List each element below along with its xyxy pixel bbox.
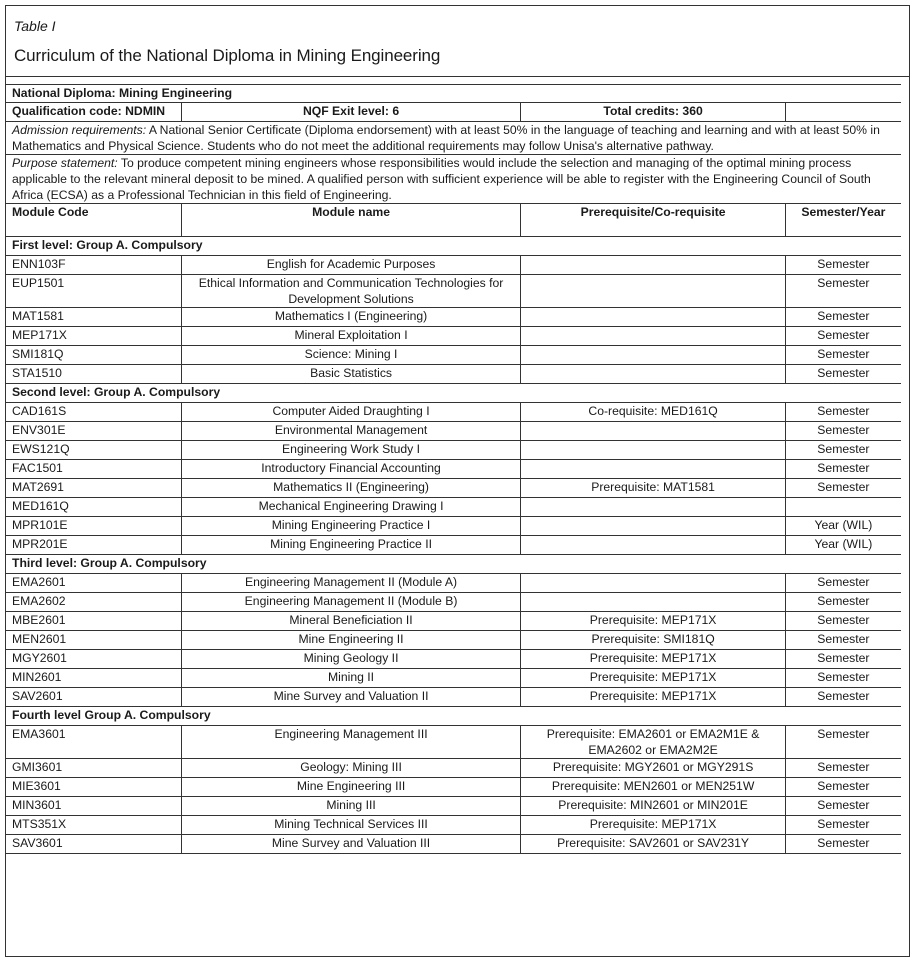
level-group-title: Third level: Group A. Compulsory <box>6 555 901 574</box>
nqf-exit-level: NQF Exit level: 6 <box>181 103 521 122</box>
module-row <box>6 835 901 854</box>
module-row <box>6 256 901 275</box>
module-term: Semester <box>785 346 901 365</box>
module-requisite: Prerequisite: MIN2601 or MIN201E <box>521 797 785 816</box>
module-row <box>6 759 901 778</box>
purpose-text: To produce competent mining engineers whose responsibilities would include the selection and managing of the optimal mining process applicable to the relevant mineral deposit to be mined. A qualified person with sufficient experience will be able to register with the Engineering Council of South Africa (ECSA) as a Professional Technician in this field of Engineering. <box>12 156 871 202</box>
module-requisite <box>521 422 785 441</box>
module-term: Semester <box>785 669 901 688</box>
module-row <box>6 403 901 422</box>
module-row <box>6 726 901 759</box>
module-requisite <box>521 256 785 275</box>
module-requisite <box>521 574 785 593</box>
qualification-name: National Diploma: Mining Engineering <box>6 85 901 103</box>
module-row <box>6 797 901 816</box>
column-header-row <box>6 204 901 237</box>
module-code: SAV2601 <box>6 688 181 707</box>
table-title: Curriculum of the National Diploma in Mining Engineering <box>14 46 441 65</box>
module-code: SAV3601 <box>6 835 181 854</box>
module-name: Science: Mining I <box>181 346 521 365</box>
module-row <box>6 365 901 384</box>
module-name: Mine Engineering III <box>181 778 521 797</box>
module-row <box>6 327 901 346</box>
module-term: Semester <box>785 422 901 441</box>
module-requisite <box>521 517 785 536</box>
module-code: ENN103F <box>6 256 181 275</box>
admission-requirements <box>6 122 901 155</box>
module-requisite: Prerequisite: MEN2601 or MEN251W <box>521 778 785 797</box>
level-group-row <box>6 555 901 574</box>
module-code: MIN2601 <box>6 669 181 688</box>
module-name: Engineering Management III <box>181 726 521 759</box>
module-term: Semester <box>785 365 901 384</box>
module-requisite <box>521 327 785 346</box>
module-requisite: Prerequisite: MEP171X <box>521 688 785 707</box>
module-code: MAT2691 <box>6 479 181 498</box>
module-term: Semester <box>785 593 901 612</box>
module-code: CAD161S <box>6 403 181 422</box>
module-requisite <box>521 536 785 555</box>
module-row <box>6 778 901 797</box>
module-requisite: Prerequisite: MEP171X <box>521 612 785 631</box>
curriculum-table <box>6 84 901 854</box>
module-code: EMA2602 <box>6 593 181 612</box>
module-term: Semester <box>785 327 901 346</box>
module-term: Semester <box>785 275 901 308</box>
module-name: Mining III <box>181 797 521 816</box>
purpose-statement <box>6 155 901 204</box>
module-term: Semester <box>785 835 901 854</box>
module-requisite: Prerequisite: EMA2601 or EMA2M1E & EMA2602 or EMA2M2E <box>521 726 785 759</box>
module-code: MBE2601 <box>6 612 181 631</box>
module-name: Mining Geology II <box>181 650 521 669</box>
module-term: Semester <box>785 688 901 707</box>
module-name: Mineral Beneficiation II <box>181 612 521 631</box>
module-requisite <box>521 460 785 479</box>
module-name: Engineering Management II (Module B) <box>181 593 521 612</box>
module-code: MEN2601 <box>6 631 181 650</box>
module-code: MEP171X <box>6 327 181 346</box>
module-term: Semester <box>785 308 901 327</box>
module-requisite: Prerequisite: MEP171X <box>521 669 785 688</box>
module-requisite <box>521 441 785 460</box>
module-term: Semester <box>785 441 901 460</box>
module-term: Semester <box>785 631 901 650</box>
module-term: Semester <box>785 650 901 669</box>
module-name: Introductory Financial Accounting <box>181 460 521 479</box>
module-code: SMI181Q <box>6 346 181 365</box>
total-credits: Total credits: 360 <box>521 103 785 122</box>
level-group-row <box>6 237 901 256</box>
module-term: Semester <box>785 460 901 479</box>
module-code: GMI3601 <box>6 759 181 778</box>
module-requisite: Prerequisite: MGY2601 or MGY291S <box>521 759 785 778</box>
module-row <box>6 275 901 308</box>
module-term: Semester <box>785 759 901 778</box>
module-requisite: Prerequisite: MEP171X <box>521 816 785 835</box>
module-row <box>6 612 901 631</box>
module-requisite <box>521 308 785 327</box>
module-name: Mine Survey and Valuation III <box>181 835 521 854</box>
caption-divider <box>6 76 909 77</box>
module-row <box>6 574 901 593</box>
module-name: Basic Statistics <box>181 365 521 384</box>
module-name: Mine Engineering II <box>181 631 521 650</box>
module-requisite <box>521 593 785 612</box>
module-term: Semester <box>785 574 901 593</box>
module-name: Engineering Management II (Module A) <box>181 574 521 593</box>
module-term: Semester <box>785 797 901 816</box>
qualification-name-row <box>6 85 901 103</box>
module-code: MIE3601 <box>6 778 181 797</box>
module-requisite <box>521 498 785 517</box>
qualification-code: Qualification code: NDMIN <box>6 103 181 122</box>
module-term: Semester <box>785 726 901 759</box>
level-group-title: Second level: Group A. Compulsory <box>6 384 901 403</box>
module-code: MIN3601 <box>6 797 181 816</box>
module-row <box>6 816 901 835</box>
module-row <box>6 308 901 327</box>
module-name: Mining Technical Services III <box>181 816 521 835</box>
module-requisite <box>521 346 785 365</box>
module-row <box>6 422 901 441</box>
module-code: EWS121Q <box>6 441 181 460</box>
module-requisite: Prerequisite: MAT1581 <box>521 479 785 498</box>
module-name: Ethical Information and Communication Technologies for Development Solutions <box>181 275 521 308</box>
module-row <box>6 346 901 365</box>
module-code: MAT1581 <box>6 308 181 327</box>
table-label: Table I <box>14 18 56 34</box>
level-group-title: First level: Group A. Compulsory <box>6 237 901 256</box>
module-name: Mathematics I (Engineering) <box>181 308 521 327</box>
table-frame <box>5 5 910 957</box>
module-code: MPR201E <box>6 536 181 555</box>
module-name: Mining Engineering Practice I <box>181 517 521 536</box>
empty-cell <box>785 103 901 122</box>
column-header-name: Module name <box>181 204 521 237</box>
module-name: Mine Survey and Valuation II <box>181 688 521 707</box>
purpose-label: Purpose statement: <box>12 156 118 170</box>
module-row <box>6 593 901 612</box>
module-code: ENV301E <box>6 422 181 441</box>
module-requisite: Co-requisite: MED161Q <box>521 403 785 422</box>
module-term <box>785 498 901 517</box>
qualification-meta-row <box>6 103 901 122</box>
module-term: Semester <box>785 256 901 275</box>
module-row <box>6 688 901 707</box>
module-name: Geology: Mining III <box>181 759 521 778</box>
module-row <box>6 631 901 650</box>
column-header-requisite: Prerequisite/Co-requisite <box>521 204 785 237</box>
module-term: Semester <box>785 479 901 498</box>
module-row <box>6 536 901 555</box>
column-header-term: Semester/Year <box>785 204 901 237</box>
module-code: EMA3601 <box>6 726 181 759</box>
module-requisite <box>521 365 785 384</box>
module-requisite <box>521 275 785 308</box>
module-row <box>6 669 901 688</box>
module-row <box>6 650 901 669</box>
module-name: Mining II <box>181 669 521 688</box>
module-name: Environmental Management <box>181 422 521 441</box>
module-code: MED161Q <box>6 498 181 517</box>
admission-label: Admission requirements: <box>12 123 147 137</box>
module-requisite: Prerequisite: SAV2601 or SAV231Y <box>521 835 785 854</box>
column-header-code: Module Code <box>6 204 181 237</box>
module-row <box>6 479 901 498</box>
module-requisite: Prerequisite: MEP171X <box>521 650 785 669</box>
module-row <box>6 441 901 460</box>
admission-text: A National Senior Certificate (Diploma endorsement) with at least 50% in the language of teaching and learning and with at least 50% in Mathematics and Physical Science. Students who do not meet the additional requirements may follow Unisa's alternative pathway. <box>12 123 880 153</box>
module-row <box>6 517 901 536</box>
module-requisite: Prerequisite: SMI181Q <box>521 631 785 650</box>
module-term: Semester <box>785 403 901 422</box>
level-group-title: Fourth level Group A. Compulsory <box>6 707 901 726</box>
module-row <box>6 460 901 479</box>
level-group-row <box>6 707 901 726</box>
module-code: EMA2601 <box>6 574 181 593</box>
module-name: English for Academic Purposes <box>181 256 521 275</box>
module-code: EUP1501 <box>6 275 181 308</box>
module-name: Mining Engineering Practice II <box>181 536 521 555</box>
module-term: Year (WIL) <box>785 536 901 555</box>
module-term: Semester <box>785 778 901 797</box>
module-term: Semester <box>785 612 901 631</box>
purpose-row <box>6 155 901 204</box>
module-term: Year (WIL) <box>785 517 901 536</box>
admission-row <box>6 122 901 155</box>
level-group-row <box>6 384 901 403</box>
module-code: MTS351X <box>6 816 181 835</box>
module-name: Engineering Work Study I <box>181 441 521 460</box>
module-code: MPR101E <box>6 517 181 536</box>
module-code: STA1510 <box>6 365 181 384</box>
module-name: Mineral Exploitation I <box>181 327 521 346</box>
module-name: Computer Aided Draughting I <box>181 403 521 422</box>
module-term: Semester <box>785 816 901 835</box>
module-name: Mathematics II (Engineering) <box>181 479 521 498</box>
module-code: FAC1501 <box>6 460 181 479</box>
module-row <box>6 498 901 517</box>
module-name: Mechanical Engineering Drawing I <box>181 498 521 517</box>
module-code: MGY2601 <box>6 650 181 669</box>
